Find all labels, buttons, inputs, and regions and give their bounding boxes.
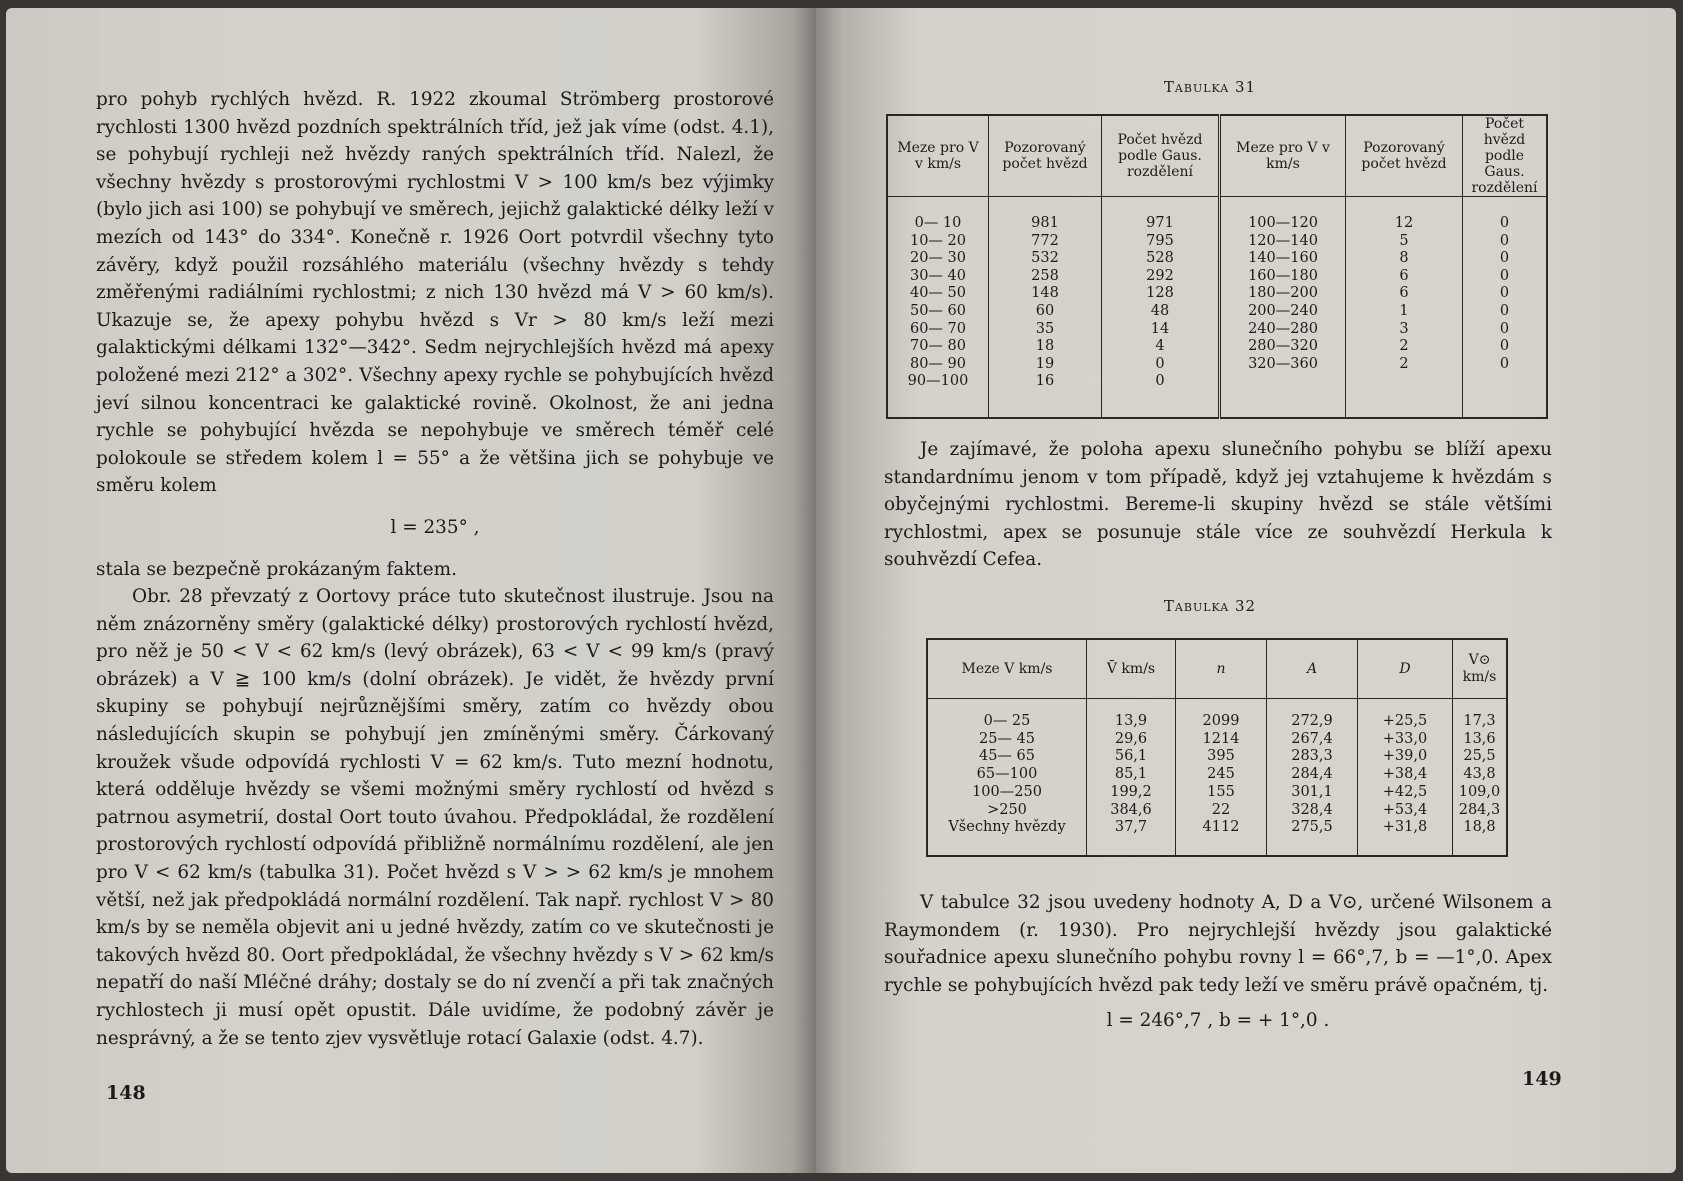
t32-a: 283,3 bbox=[1291, 748, 1333, 765]
t31-gauss-a: 128 bbox=[1146, 285, 1174, 302]
t32-d: +39,0 bbox=[1382, 748, 1428, 765]
t31-gauss-b: 0 bbox=[1499, 267, 1510, 284]
t31-observed-a: 981 bbox=[1031, 215, 1059, 231]
t32-d: +31,8 bbox=[1382, 819, 1428, 836]
t32-vsun: 18,8 bbox=[1463, 819, 1496, 836]
t31-observed-a: 18 bbox=[1035, 338, 1055, 355]
t32-col-vsun bbox=[1453, 699, 1508, 856]
t31-range-b: 280—320 bbox=[1248, 338, 1318, 355]
t32-n: 245 bbox=[1207, 766, 1235, 783]
t31-range-b-list bbox=[1225, 215, 1341, 373]
t32-a: 267,4 bbox=[1291, 730, 1333, 747]
right-paragraph-2: V tabulce 32 jsou uvedeny hodnoty A, D a V⊙, určené Wilsonem a Raymondem (r. 1930). Pro nejrychlejší hvězdy jsou galaktické souřadnice apexu slunečního pohybu rovny l = 66°,7, b = —1°,0. Apex rychle se pohybujících hvězd pak tedy leží ve směru právě opačném, tj. bbox=[884, 892, 1552, 996]
t31-observed-a: 532 bbox=[1031, 250, 1059, 267]
t32-limit: Všechny hvězdy bbox=[948, 819, 1066, 836]
t31-observed-a: 35 bbox=[1035, 320, 1055, 337]
left-page bbox=[6, 8, 816, 1173]
t31-observed-b: 1 bbox=[1399, 302, 1409, 319]
t31-gauss-a: 48 bbox=[1150, 302, 1170, 319]
t32-col-limits bbox=[927, 699, 1087, 856]
t31-header-observed-a: Pozorovaný počet hvězd bbox=[989, 115, 1102, 197]
t32-d: +25,5 bbox=[1382, 713, 1428, 729]
t31-header-gauss-b: Počet hvězd podle Gaus. rozdělení bbox=[1463, 115, 1548, 197]
t32-n-list bbox=[1180, 713, 1262, 837]
t32-vsun: 17,3 bbox=[1463, 713, 1496, 729]
t31-gauss-a: 0 bbox=[1155, 373, 1165, 390]
left-paragraph-3: Obr. 28 převzatý z Oortovy práce tuto skutečnost ilustruje. Jsou na něm znázorněny směry (galaktické délky) prostorových rychlostí hvězd, pro něž je 50 < V < 62 km/s (levý obrázek), 63 < V < 99 km/s (pravý obrázek) a V ≧ 100 km/s (dolní obrázek). Je vidět, že hvězdy první skupiny se pohybují nejrůznějšími směry, zatím co hvězdy obou následujících skupin se pohybují jen zmíněnými směry. Čárkovaný kroužek všude odpovídá rychlosti V = 62 km/s. Tuto mezní hodnotu, která odděluje hvězdy se všemi možnými směry rychlostí od hvězd s patrnou asymetrií, dostal Oort touto úvahou. Předpokládal, že rozdělení prostorových rychlostí odpovídá přibližně normálnímu rozdělení, ale jen pro V < 62 km/s (tabulka 31). Počet hvězd s V > > 62 km/s je mnohem větší, než jak předpokládá normální rozdělení. Tak např. rychlost V > 80 km/s by se neměla objevit ani u jedné hvězdy, zatím co ve skutečnosti je takových hvězd 80. Oort předpokládal, že všechny hvězdy s V > 62 km/s nepatří do naší Mléčné dráhy; dostaly se do ní zvenčí a při tak značných rychlostech ji musí opět opustit. Dále uvidíme, že podobný závěr je nesprávný, a že se tento zjev vysvětluje rotací Galaxie (odst. 4.7). bbox=[96, 586, 774, 1049]
t31-observed-a-list bbox=[993, 215, 1097, 391]
t32-vmean: 85,1 bbox=[1114, 766, 1148, 783]
t31-gauss-b: 0 bbox=[1499, 215, 1510, 231]
t31-range-a: 50— 60 bbox=[909, 302, 966, 319]
t32-limit: 65—100 bbox=[976, 766, 1038, 783]
t31-range-a: 0— 10 bbox=[914, 215, 962, 231]
t31-gauss-a: 14 bbox=[1150, 320, 1170, 337]
t32-n: 22 bbox=[1211, 801, 1231, 818]
right-paragraph-1: Je zajímavé, že poloha apexu slunečního pohybu se blíží apexu standardnímu jenom v tom případě, když jej vztahujeme k hvězdám s obyčejnými rychlostmi. Bereme-li skupiny hvězd se stále většími rychlostmi, apex se posunuje stále více ze souhvězdí Herkula k souhvězdí Cefea. bbox=[884, 439, 1552, 571]
right-formula: l = 246°,7 , b = + 1°,0 . bbox=[1106, 1010, 1330, 1031]
t31-range-b: 100—120 bbox=[1248, 215, 1318, 231]
t32-limit: 100—250 bbox=[972, 783, 1042, 800]
t32-vmean: 384,6 bbox=[1110, 801, 1152, 818]
t32-header-vmean: V̄ km/s bbox=[1087, 639, 1176, 699]
t31-gauss-b: 0 bbox=[1499, 285, 1510, 302]
t32-col-vmean bbox=[1087, 699, 1176, 856]
t32-a: 328,4 bbox=[1291, 801, 1333, 818]
t31-range-b: 120—140 bbox=[1248, 232, 1318, 249]
t31-observed-b: 6 bbox=[1399, 285, 1409, 302]
t31-range-b: 140—160 bbox=[1248, 250, 1318, 267]
t32-n: 1214 bbox=[1202, 730, 1240, 747]
t31-observed-b-list bbox=[1350, 215, 1458, 373]
t31-observed-b: 12 bbox=[1394, 215, 1414, 231]
t31-range-a: 70— 80 bbox=[909, 338, 966, 355]
t32-n: 395 bbox=[1207, 748, 1235, 765]
t32-col-n bbox=[1176, 699, 1267, 856]
t32-vmean: 37,7 bbox=[1114, 819, 1148, 836]
page-number-left: 148 bbox=[106, 1082, 146, 1104]
t32-vsun: 25,5 bbox=[1463, 748, 1496, 765]
t32-d: +42,5 bbox=[1382, 783, 1428, 800]
left-page-body bbox=[96, 86, 774, 1052]
t31-gauss-b: 0 bbox=[1499, 250, 1510, 267]
t32-vsun-list bbox=[1457, 713, 1502, 837]
t32-header-n: n bbox=[1176, 639, 1267, 699]
t32-a-list bbox=[1271, 713, 1353, 837]
t31-gauss-a: 0 bbox=[1155, 355, 1165, 372]
t31-col-ranges-a bbox=[887, 197, 989, 418]
t32-col-a bbox=[1267, 699, 1358, 856]
t32-header-d: D bbox=[1358, 639, 1453, 699]
t31-gauss-a: 528 bbox=[1146, 250, 1174, 267]
t31-range-b: 160—180 bbox=[1248, 267, 1318, 284]
t31-observed-a: 148 bbox=[1031, 285, 1059, 302]
t32-header-limits: Meze V km/s bbox=[927, 639, 1087, 699]
t32-col-d bbox=[1358, 699, 1453, 856]
t31-gauss-a-list bbox=[1106, 215, 1214, 391]
right-paragraph-2-wrap bbox=[884, 889, 1552, 999]
t32-limit: >250 bbox=[987, 801, 1027, 818]
t31-gauss-a: 4 bbox=[1155, 338, 1165, 355]
t32-limit-list bbox=[932, 713, 1082, 837]
t31-col-observed-a bbox=[989, 197, 1102, 418]
t31-observed-b: 5 bbox=[1399, 232, 1409, 249]
left-formula: l = 235° , bbox=[390, 516, 480, 538]
t31-gauss-a: 292 bbox=[1146, 267, 1174, 284]
t32-n: 155 bbox=[1207, 783, 1235, 800]
t31-observed-b: 3 bbox=[1399, 320, 1409, 337]
t32-limit: 25— 45 bbox=[978, 730, 1035, 747]
t31-gauss-b-list bbox=[1467, 215, 1542, 373]
t32-n: 4112 bbox=[1202, 819, 1240, 836]
t31-observed-a: 16 bbox=[1035, 373, 1055, 390]
t31-observed-a: 60 bbox=[1035, 302, 1055, 319]
t32-vsun: 43,8 bbox=[1463, 766, 1496, 783]
t31-range-a: 40— 50 bbox=[909, 285, 966, 302]
t32-a: 275,5 bbox=[1291, 819, 1333, 836]
t31-observed-b: 6 bbox=[1399, 267, 1409, 284]
t32-vmean: 13,9 bbox=[1114, 713, 1148, 729]
table-32 bbox=[926, 638, 1508, 857]
table-31 bbox=[886, 114, 1548, 419]
right-paragraph-1-wrap bbox=[884, 436, 1552, 574]
table-32-caption: Tabulka 32 bbox=[1163, 597, 1257, 615]
t31-col-observed-b bbox=[1346, 197, 1463, 418]
t32-a: 284,4 bbox=[1291, 766, 1333, 783]
t32-header-a: A bbox=[1267, 639, 1358, 699]
t32-d: +53,4 bbox=[1382, 801, 1428, 818]
t31-range-b: 320—360 bbox=[1248, 355, 1318, 372]
t31-range-a: 20— 30 bbox=[909, 250, 966, 267]
t32-vsun: 109,0 bbox=[1458, 783, 1501, 800]
t31-gauss-b: 0 bbox=[1499, 320, 1510, 337]
t31-range-a-list bbox=[892, 215, 984, 391]
t31-observed-a: 258 bbox=[1031, 267, 1059, 284]
t32-d: +38,4 bbox=[1382, 766, 1428, 783]
t32-limit: 45— 65 bbox=[978, 748, 1035, 765]
t32-n: 2099 bbox=[1202, 713, 1240, 729]
t31-header-ranges-b: Meze pro V v km/s bbox=[1220, 115, 1346, 197]
t32-vmean: 56,1 bbox=[1114, 748, 1148, 765]
t31-col-gauss-a bbox=[1102, 197, 1220, 418]
left-paragraph-2: stala se bezpečně prokázaným faktem. bbox=[96, 558, 457, 580]
t31-range-b: 200—240 bbox=[1248, 302, 1318, 319]
t31-range-b: 240—280 bbox=[1248, 320, 1318, 337]
t31-observed-a: 772 bbox=[1031, 232, 1059, 249]
t32-d-list bbox=[1362, 713, 1448, 837]
t32-limit: 0— 25 bbox=[983, 713, 1031, 729]
t32-header-vsun: V⊙ km/s bbox=[1453, 639, 1508, 699]
t32-d: +33,0 bbox=[1382, 730, 1428, 747]
t31-gauss-a: 971 bbox=[1146, 215, 1174, 231]
t32-vmean-list bbox=[1091, 713, 1171, 837]
t32-vmean: 29,6 bbox=[1114, 730, 1148, 747]
t32-vsun: 284,3 bbox=[1458, 801, 1501, 818]
t31-observed-b: 2 bbox=[1399, 355, 1409, 372]
left-paragraph-1: pro pohyb rychlých hvězd. R. 1922 zkoumal Strömberg prostorové rychlosti 1300 hvězd pozdních spektrálních tříd, jež jak víme (odst. 4.1), se pohybují rychleji než hvězdy raných spektrálních tříd. Nalezl, že všechny hvězdy s prostorovými rychlostmi V > 100 km/s bez výjimky (bylo jich asi 100) se pohybují ve směrech, jejichž galaktické délky leží v mezích od 143° do 334°. Konečně r. 1926 Oort potvrdil všechny tyto závěry, když použil rozsáhlého materiálu (všechny hvězdy s tehdy změřenými radiálními rychlostmi; z nich 130 hvězd má V > 60 km/s). Ukazuje se, že apexy pohybu hvězd s Vr > 80 km/s leží mezi galaktickými délkami 132°—342°. Sedm nejrychlejších hvězd má apexy položené mezi 212° a 302°. Všechny apexy rychle se pohybujících hvězd jeví silnou koncentraci ke galaktické rovině. Okolnost, že ani jedna rychle se pohybující hvězda se nepohybuje ve směrech téměř celé polokoule se středem kolem l = 55° a že většina jich se pohybuje ve směru kolem bbox=[96, 89, 774, 497]
t31-col-ranges-b bbox=[1220, 197, 1346, 418]
t31-range-b: 180—200 bbox=[1248, 285, 1318, 302]
t31-range-a: 90—100 bbox=[907, 373, 969, 390]
t31-range-a: 30— 40 bbox=[909, 267, 966, 284]
t32-vsun: 13,6 bbox=[1463, 730, 1496, 747]
t31-header-ranges-a: Meze pro V v km/s bbox=[887, 115, 989, 197]
t31-range-a: 80— 90 bbox=[909, 355, 966, 372]
t32-a: 301,1 bbox=[1291, 783, 1333, 800]
t31-observed-a: 19 bbox=[1035, 355, 1055, 372]
t32-a: 272,9 bbox=[1291, 713, 1333, 729]
t31-range-a: 60— 70 bbox=[909, 320, 966, 337]
t31-gauss-b: 0 bbox=[1499, 232, 1510, 249]
t31-header-gauss-a: Počet hvězd podle Gaus. rozdělení bbox=[1102, 115, 1220, 197]
t31-gauss-b: 0 bbox=[1499, 355, 1510, 372]
t32-vmean: 199,2 bbox=[1110, 783, 1152, 800]
t31-gauss-a: 795 bbox=[1146, 232, 1174, 249]
table-31-caption: Tabulka 31 bbox=[1163, 78, 1257, 96]
t31-header-observed-b: Pozorovaný počet hvězd bbox=[1346, 115, 1463, 197]
t31-observed-b: 2 bbox=[1399, 338, 1409, 355]
t31-gauss-b: 0 bbox=[1499, 302, 1510, 319]
t31-col-gauss-b bbox=[1463, 197, 1548, 418]
page-number-right: 149 bbox=[1522, 1068, 1562, 1090]
t31-gauss-b: 0 bbox=[1499, 338, 1510, 355]
t31-range-a: 10— 20 bbox=[909, 232, 966, 249]
t31-observed-b: 8 bbox=[1399, 250, 1409, 267]
